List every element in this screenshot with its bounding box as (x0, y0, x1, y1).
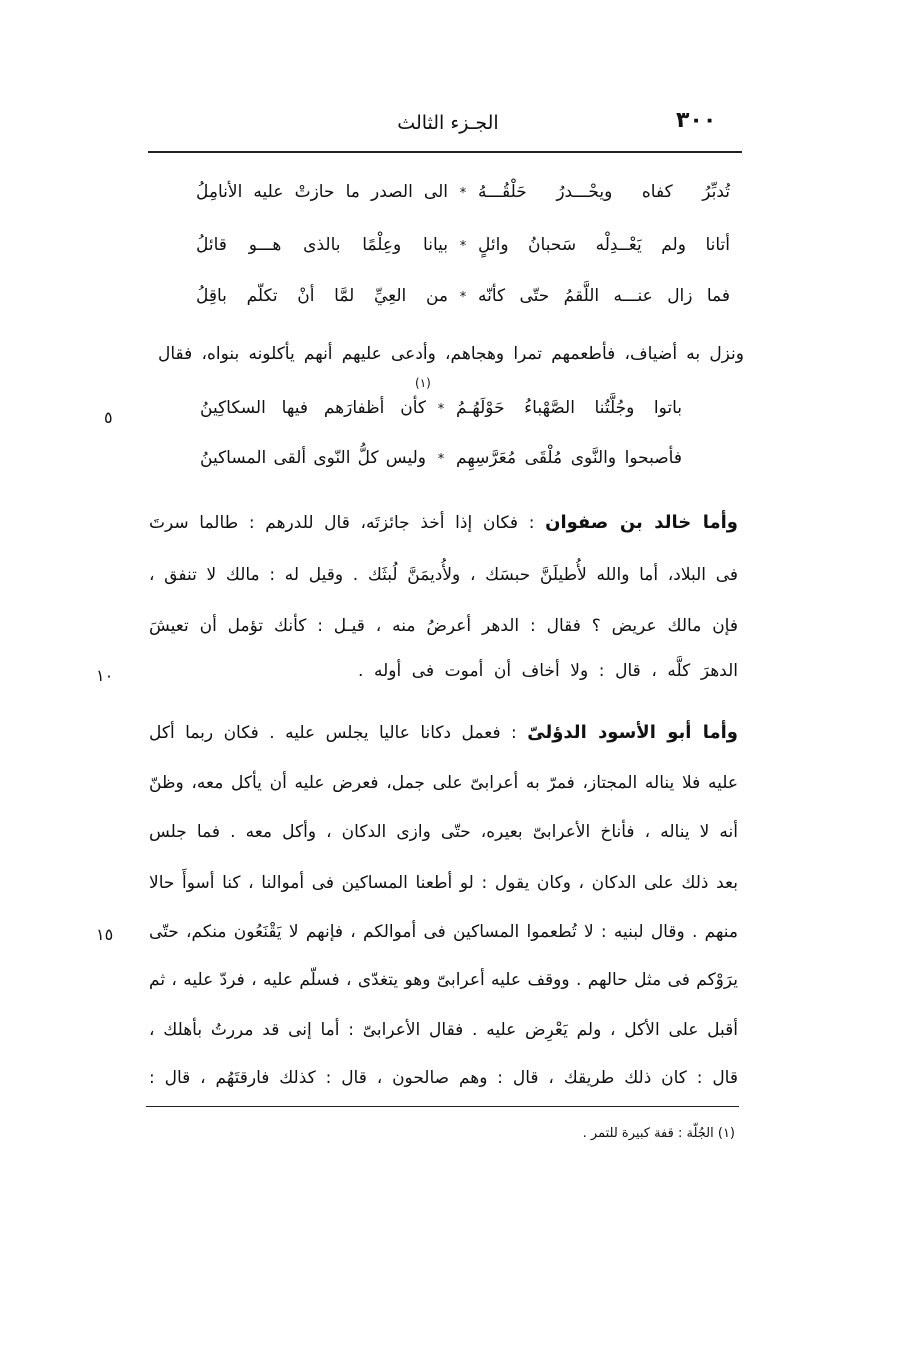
paragraph-text: : فعمل دكانا عاليا يجلس عليه . فكان ربما أكل (149, 723, 517, 743)
paragraph-line: الدهرَ كلَّه ، قال : ولا أخاف أن أموت فى أوله . (358, 661, 738, 681)
poem-verse (200, 398, 682, 418)
verse-hemistich-second: من العِيِّ لمَّا أنْ تكلّم باقِلُ (196, 286, 448, 306)
verse-hemistich-first: أتانا ولم يَعْــدِلْه سَحبانُ وائلٍ (478, 235, 730, 255)
paragraph-line: أقبل على الأكل ، ولم يَعْرِض عليه . فقال الأعرابىّ : أما إنى قد مررتُ بأهلك ، (149, 1020, 738, 1040)
header-rule (148, 151, 742, 153)
paragraph-line: قال : كان ذلك طريقك ، قال : وهم صالحون ، قال : كذلك فارقتَهُم ، قال : (149, 1068, 738, 1088)
verse-hemistich-first: باتوا وجُلَّتُنا الصَّهْباءُ حَوْلَهُـمُ (456, 398, 682, 418)
verse-hemistich-second: وليس كلُّ النّوى ألقى المساكينُ (200, 448, 426, 468)
paragraph-lead: وأما خالد بن صفوان (545, 512, 738, 533)
verse-hemistich-first: فأصبحوا والنَّوى مُلْقَى مُعَرَّسِهِم (456, 448, 682, 468)
footnote: (١) الجُلّة : قفة كبيرة للتمر . (582, 1126, 735, 1141)
paragraph-line (149, 512, 738, 533)
verse-separator: * (459, 186, 467, 201)
margin-line-number: ١٥ (96, 925, 114, 944)
margin-line-number: ٥ (104, 408, 113, 427)
verse-separator: * (459, 290, 467, 305)
margin-line-number: ١٠ (96, 666, 114, 685)
paragraph-text: : فكان إذا أخذ جائزتَه، قال للدرهم : طالما سرتَ (149, 513, 535, 533)
verse-hemistich-second: بيانا وعِلْمًا بالذى هـــو قائلُ (196, 235, 448, 255)
verse-hemistich-first: فما زال عنـــه اللَّقمُ حتّى كأنّه (478, 286, 730, 306)
paragraph-lead: وأما أبو الأسود الدؤلىّ (527, 722, 738, 743)
paragraph-line: عليه فلا يناله المجتاز، فمرّ به أعرابىّ على جمل، فعرض عليه أن يأكل معه، وظنّ (149, 773, 738, 793)
prose-line: ونزل به أضياف، فأطعمهم تمرا وهجاهم، وأدعى عليهم أنهم يأكلونه بنواه، فقال (158, 344, 744, 364)
paragraph-line: منهم . وقال لبنيه : لا تُطعموا المساكين فى أموالكم ، فإنهم لا يَقْنَعُون منكم، حتّى (149, 922, 738, 942)
paragraph-line: فإن مالك عريض ؟ فقال : الدهر أعرضُ منه ، قيـل : كأنك تؤمل أن تعيشَ (149, 616, 738, 636)
paragraph-line: يرَوْكم فى مثل حالهم . ووقف عليه أعرابىّ وهو يتغدّى ، فسلّم عليه ، فردّ عليه ، ثم (149, 970, 738, 990)
verse-hemistich-first: تُدبِّرُ كفاه ويحْـــدرُ حَلْقُـــهُ (478, 182, 730, 202)
poem-verse (200, 448, 682, 468)
verse-hemistich-second: كأن أظفارَهم فيها السكاكِينُ (200, 398, 426, 418)
verse-hemistich-second: الى الصدر ما حازتْ عليه الأنامِلُ (196, 182, 448, 202)
paragraph-line: بعد ذلك على الدكان ، وكان يقول : لو أطعنا المساكين فى أموالنا ، كنا أسوأَ حالا (149, 873, 738, 893)
poem-verse (196, 235, 730, 255)
page-number: ٣٠٠ (676, 108, 717, 133)
footnote-marker: (١) (415, 376, 431, 390)
footnote-rule (146, 1106, 739, 1107)
running-title: الجـزء الثالث (397, 112, 499, 134)
paragraph-line (149, 722, 738, 743)
poem-verse (196, 182, 730, 202)
verse-separator: * (459, 239, 467, 254)
poem-verse (196, 286, 730, 306)
paragraph-line: أنه لا يناله ، فأناخ الأعرابىّ بعيره، حتّى وازى الدكان ، وأكل معه . فما جلس (149, 822, 738, 842)
verse-separator: * (437, 402, 445, 417)
paragraph-line: فى البلاد، أما والله لأُطيلَنَّ حبسَك ، ولأُديمَنَّ لُبثَك . وقيل له : مالك لا تنفق ، (149, 565, 738, 585)
verse-separator: * (437, 452, 445, 467)
